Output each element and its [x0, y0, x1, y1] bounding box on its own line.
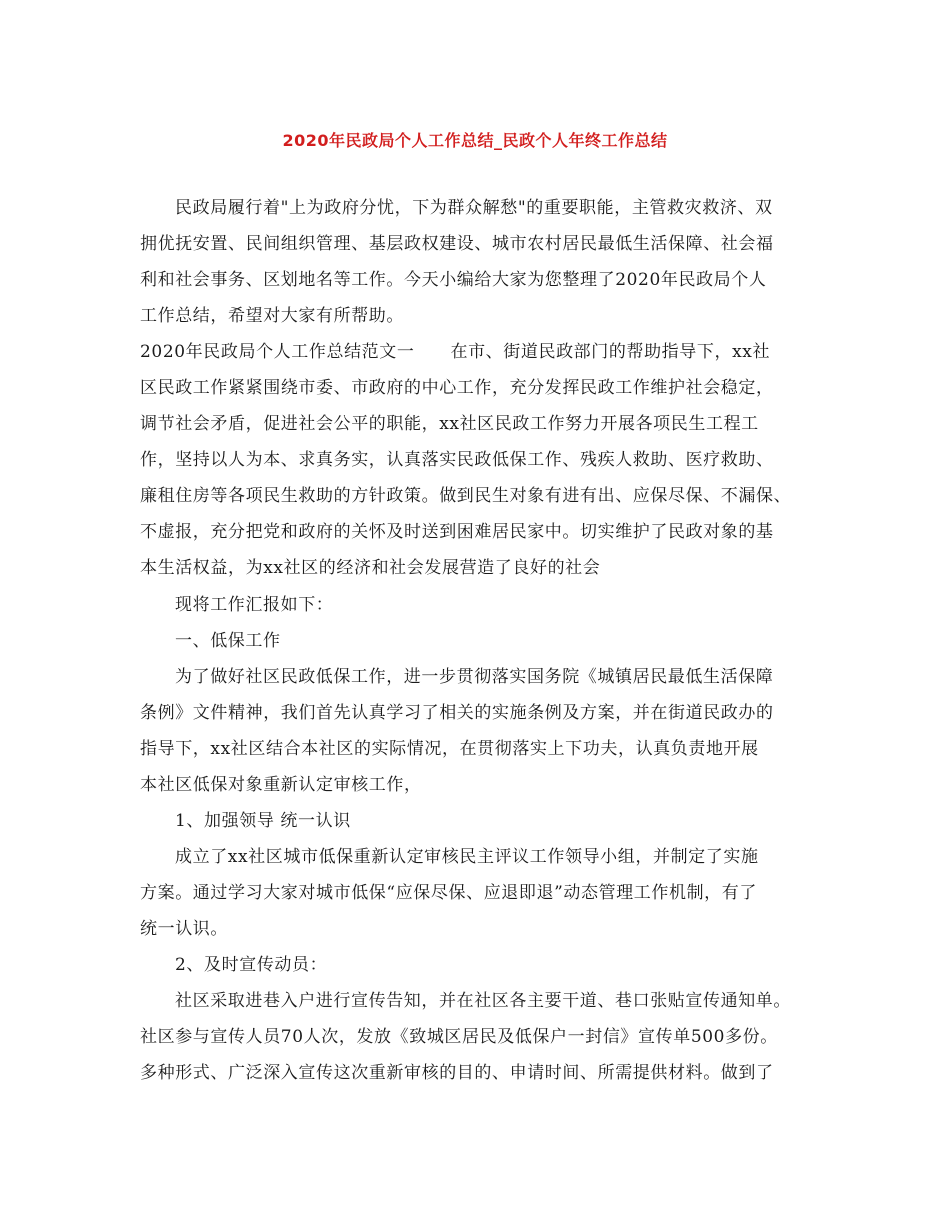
paragraph-line: 不虚报，充分把党和政府的关怀及时送到困难居民家中。切实维护了民政对象的基 [140, 522, 774, 542]
paragraph-line: 为了做好社区民政低保工作，进一步贯彻落实国务院《城镇居民最低生活保障 [175, 667, 774, 687]
section-heading-line [140, 342, 770, 362]
paragraph-line: 作，坚持以人为本、求真务实，认真落实民政低保工作、残疾人救助、医疗救助、 [140, 450, 774, 470]
paragraph-line: 条例》文件精神，我们首先认真学习了相关的实施条例及方案，并在街道民政办的 [140, 703, 774, 723]
paragraph-line: 社区参与宣传人员70人次，发放《致城区居民及低保户一封信》宣传单500多份。 [140, 1027, 778, 1047]
paragraph-line: 区民政工作紧紧围绕市委、市政府的中心工作，充分发挥民政工作维护社会稳定， [140, 378, 774, 398]
paragraph-line: 民政局履行着"上为政府分忧，下为群众解愁"的重要职能，主管救灾救济、双 [175, 198, 773, 218]
section-heading: 2020年民政局个人工作总结范文一 [140, 342, 415, 362]
paragraph-line: 现将工作汇报如下： [175, 595, 334, 615]
subsection-heading: 一、低保工作 [175, 631, 281, 651]
document-title: 2020年民政局个人工作总结_民政个人年终工作总结 [282, 131, 668, 150]
item-heading: 1、加强领导 统一认识 [175, 811, 351, 831]
paragraph-start: 在市、街道民政部门的帮助指导下，xx社 [450, 342, 771, 362]
paragraph-line: 多种形式、广泛深入宣传这次重新审核的目的、申请时间、所需提供材料。做到了 [140, 1063, 774, 1083]
paragraph-line: 指导下，xx社区结合本社区的实际情况，在贯彻落实上下功夫，认真负责地开展 [140, 739, 759, 759]
paragraph-line: 本生活权益，为xx社区的经济和社会发展营造了良好的社会 [140, 558, 601, 578]
paragraph-line: 社区采取进巷入户进行宣传告知，并在社区各主要干道、巷口张贴宣传通知单。 [175, 991, 791, 1011]
paragraph-line: 利和社会事务、区划地名等工作。今天小编给大家为您整理了2020年民政局个人 [140, 270, 767, 290]
paragraph-line: 方案。通过学习大家对城市低保“应保尽保、应退即退”动态管理工作机制，有了 [140, 883, 757, 903]
paragraph-line: 工作总结，希望对大家有所帮助。 [140, 306, 404, 326]
paragraph-line: 调节社会矛盾，促进社会公平的职能，xx社区民政工作努力开展各项民生工程工 [140, 414, 759, 434]
item-heading: 2、及时宣传动员： [175, 955, 328, 975]
paragraph-line: 拥优抚安置、民间组织管理、基层政权建设、城市农村居民最低生活保障、社会福 [140, 234, 774, 254]
paragraph-line: 统一认识。 [140, 919, 228, 939]
paragraph-line: 本社区低保对象重新认定审核工作， [140, 775, 422, 795]
paragraph-line: 成立了xx社区城市低保重新认定审核民主评议工作领导小组，并制定了实施 [175, 847, 759, 867]
paragraph-line: 廉租住房等各项民生救助的方针政策。做到民生对象有进有出、应保尽保、不漏保、 [140, 486, 792, 506]
